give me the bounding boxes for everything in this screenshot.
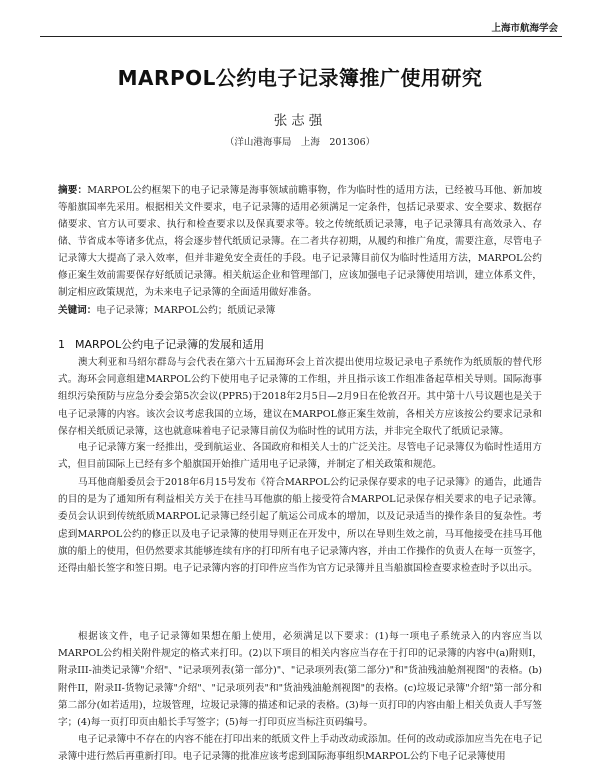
body-paragraph — [58, 354, 542, 440]
paragraph-text: 电子记录簿中不存在的内容不能在打印出来的纸质文件上手动改动或添加。任何的改动或添加应当先在电子记录簿中进行然后再重新打印。电子记录簿的批准应该考虑到国际海事组织MARPOL公约下电子记录簿使用 — [58, 734, 542, 763]
author-name: 张志强 — [273, 113, 327, 129]
section-number: 1 — [58, 338, 65, 351]
paragraph-text: 澳大利亚和马绍尔群岛与会代表在第六十五届海环会上首次提出使用垃圾记录电子系统作为纸质版的替代形式。海环会同意组建MARPOL公约下使用电子记录簿的工作组，并且指示该工作组准备起草相关导则。国际海事组织污染预防与应急分委会第5次会议(PPR5)于2018年2月5日—2月9日在伦敦召开。其中第十八号议题也是关于电子记录簿的内容。该次会议考虑我国的立场，建议在MARPOL修正案生效前，各相关方应该按公约要求记录和保存相关纸质记录簿，这也就意味着电子记录簿目前仅为临时性的试用方法，并非完全取代了纸质记录簿。 — [58, 357, 542, 437]
paragraph-text: 根据该文件，电子记录簿如果想在船上使用，必须满足以下要求：(1)每一项电子系统录入的内容应当以MARPOL公约相关附件规定的格式来打印。(2)以下项目的相关内容应当存在于打印的记录簿的内容中(a)附则I，附录III-油类记录簿"介绍"、"记录项列表(第一部分)"、"记录项列表(第二部分)"和"货油残油舱剂视图"的表格。(b)附件II，附录II-货物记录簿"介绍"、"记录项列表"和"货油残油舱剂视图"的表格。(c)垃圾记录簿"介绍"第一部分和第二部分(如若适用)，垃圾管理，垃圾记录簿的描述和记录的表格。(3)每一页打印的内容由船上相关负责人手写签字；(4)每一页打印页由船长手写签字；(5)每一打印页应当标注页码编号。 — [58, 631, 542, 729]
abstract-label: 摘要： — [58, 185, 88, 196]
section-heading — [58, 336, 264, 352]
body-paragraph — [58, 628, 542, 731]
body-paragraph — [58, 474, 542, 577]
keywords-label: 关键词： — [58, 305, 97, 316]
keywords-text: 电子记录簿；MARPOL公约；纸质记录簿 — [96, 305, 276, 316]
journal-name: 上海市航海学会 — [491, 23, 558, 34]
author-affiliation: （洋山港海事局 上海 201306） — [224, 137, 376, 148]
paragraph-text: 电子记录簿方案一经推出，受到航运业、各国政府和相关人士的广泛关注。尽管电子记录簿仅为临时性适用方式，但目前国际上已经有多个船旗国开始推广适用电子记录簿，并制定了相关政策和规范。 — [58, 442, 542, 471]
keywords — [58, 302, 542, 319]
section-title: MARPOL公约电子记录簿的发展和适用 — [75, 338, 265, 351]
body-paragraph — [58, 731, 542, 765]
paragraph-text: 马耳他商船委员会于2018年6月15号发布《符合MARPOL公约记录保存要求的电子记录簿》的通告，此通告的目的是为了通知所有利益相关方关于在挂马耳他旗的船上接受符合MARPOL记录保存相关要求的电子记录簿。委员会认识到传统纸质MARPOL记录簿已经引起了航运公司成本的增加，以及记录适当的操作条目的复杂性。考虑到MARPOL公约的修正以及电子记录簿的使用导则正在开发中，所以在导则生效之前，马耳他接受在挂马耳他旗的船上的使用，但仍然要求其能够连续有序的打印所有电子记录簿内容，并由工作操作的负责人在每一页签字，还得由船长签字和签日期。电子记录簿内容的打印件应当作为官方记录簿并且当船旗国检查要求检查时予以出示。 — [58, 477, 542, 575]
abstract — [58, 182, 542, 301]
body-paragraph — [58, 439, 542, 473]
abstract-text: MARPOL公约框架下的电子记录簿是海事领域前瞻事物，作为临时性的适用方法，已经被马耳他、新加坡等船旗国率先采用。根据相关文件要求，电子记录簿的适用必须满足一定条件，包括记录要求、安全要求、数据存储要求、官方认可要求、执行和检查要求以及保真要求等。较之传统纸质记录簿，电子记录簿具有高效录入、存储、节省成本等诸多优点，将会逐步替代纸质记录簿。在二者共存初期，从履约和推广角度，需要注意，尽管电子记录簿大大提高了录入效率，但并非避免安全责任的手段。电子记录簿目前仅为临时性适用方法，MARPOL公约修正案生效前需要保存好纸质记录簿。相关航运企业和管理部门，应该加强电子记录簿使用培训，建立体系文件，制定相应政策规范，为未来电子记录簿的全面适用做好准备。 — [58, 185, 543, 298]
header-rule — [40, 36, 562, 37]
paper-title: MARPOL公约电子记录簿推广使用研究 — [117, 66, 483, 90]
